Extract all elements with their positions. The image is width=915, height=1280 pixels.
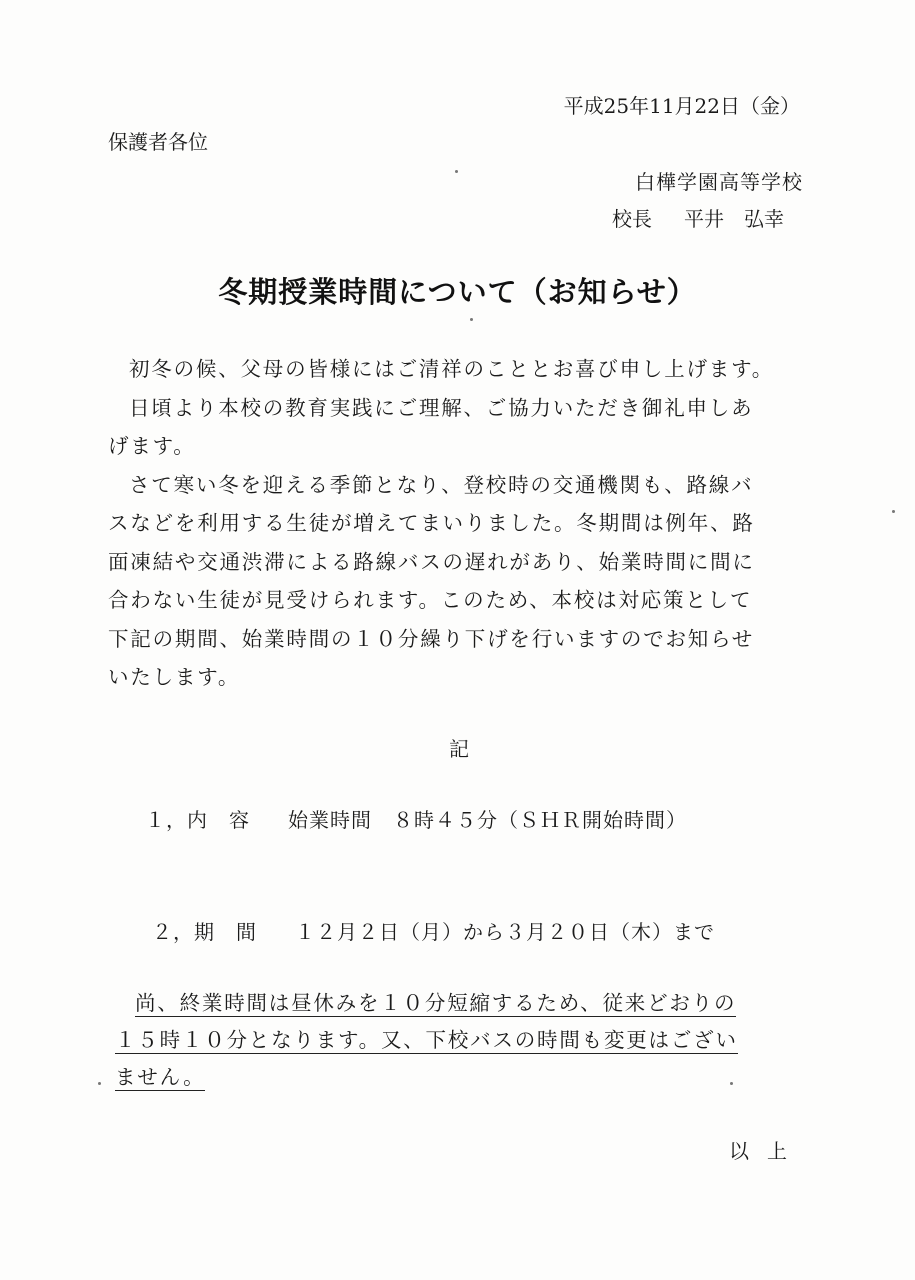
school-name: 白樺学園高等学校	[635, 170, 803, 194]
scan-speck	[470, 318, 473, 321]
principal-name: 平井 弘幸	[684, 207, 784, 231]
body-line: 下記の期間、始業時間の１０分繰り下げを行いますのでお知らせ	[108, 626, 755, 651]
closing-mark: 以上	[729, 1139, 805, 1163]
body-line: 初冬の候、父母の皆様にはご清祥のこととお喜び申し上げます。	[129, 357, 775, 381]
note-line: 尚、終業時間は昼休みを１０分短縮するため、従来どおりの	[135, 991, 737, 1015]
principal-signature	[612, 205, 784, 233]
scan-speck	[892, 510, 895, 513]
body-line: 面凍結や交通渋滞による路線バスの遅れがあり、始業時間に間に	[108, 549, 755, 574]
document-title: 冬期授業時間について（お知らせ）	[218, 275, 697, 309]
body-text	[108, 350, 818, 697]
item-number: １，	[145, 808, 187, 832]
note-text	[115, 985, 738, 1096]
item-label: 期 間	[194, 920, 257, 944]
body-line: げます。	[108, 434, 196, 458]
item-label: 内 容	[187, 808, 250, 832]
item-content	[145, 806, 687, 834]
body-line: 合わない生徒が見受けられます。このため、本校は対応策として	[108, 588, 753, 612]
recipient: 保護者各位	[108, 130, 208, 154]
document-date: 平成25年11月22日（金）	[563, 94, 800, 118]
scan-speck	[98, 1082, 101, 1085]
item-value: １２月２日（月）から３月２０日（木）まで	[295, 920, 715, 944]
scan-speck	[730, 1082, 733, 1085]
body-line: スなどを利用する生徒が増えてまいりました。冬期間は例年、路	[108, 511, 755, 535]
body-line: 日頃より本校の教育実践にご理解、ご協力いただき御礼申しあ	[129, 395, 754, 420]
item-period	[152, 918, 715, 946]
item-number: ２，	[152, 920, 194, 944]
principal-title: 校長	[612, 207, 652, 231]
body-line: さて寒い冬を迎える季節となり、登校時の交通機関も、路線バ	[129, 472, 754, 497]
ki-heading: 記	[449, 737, 469, 761]
item-value: 始業時間 ８時４５分（ＳＨＲ開始時間）	[288, 808, 687, 832]
body-line: いたします。	[108, 665, 241, 689]
note-line: ません。	[115, 1065, 206, 1089]
scan-speck	[455, 170, 458, 173]
note-line: １５時１０分となります。又、下校バスの時間も変更はござい	[115, 1028, 738, 1052]
